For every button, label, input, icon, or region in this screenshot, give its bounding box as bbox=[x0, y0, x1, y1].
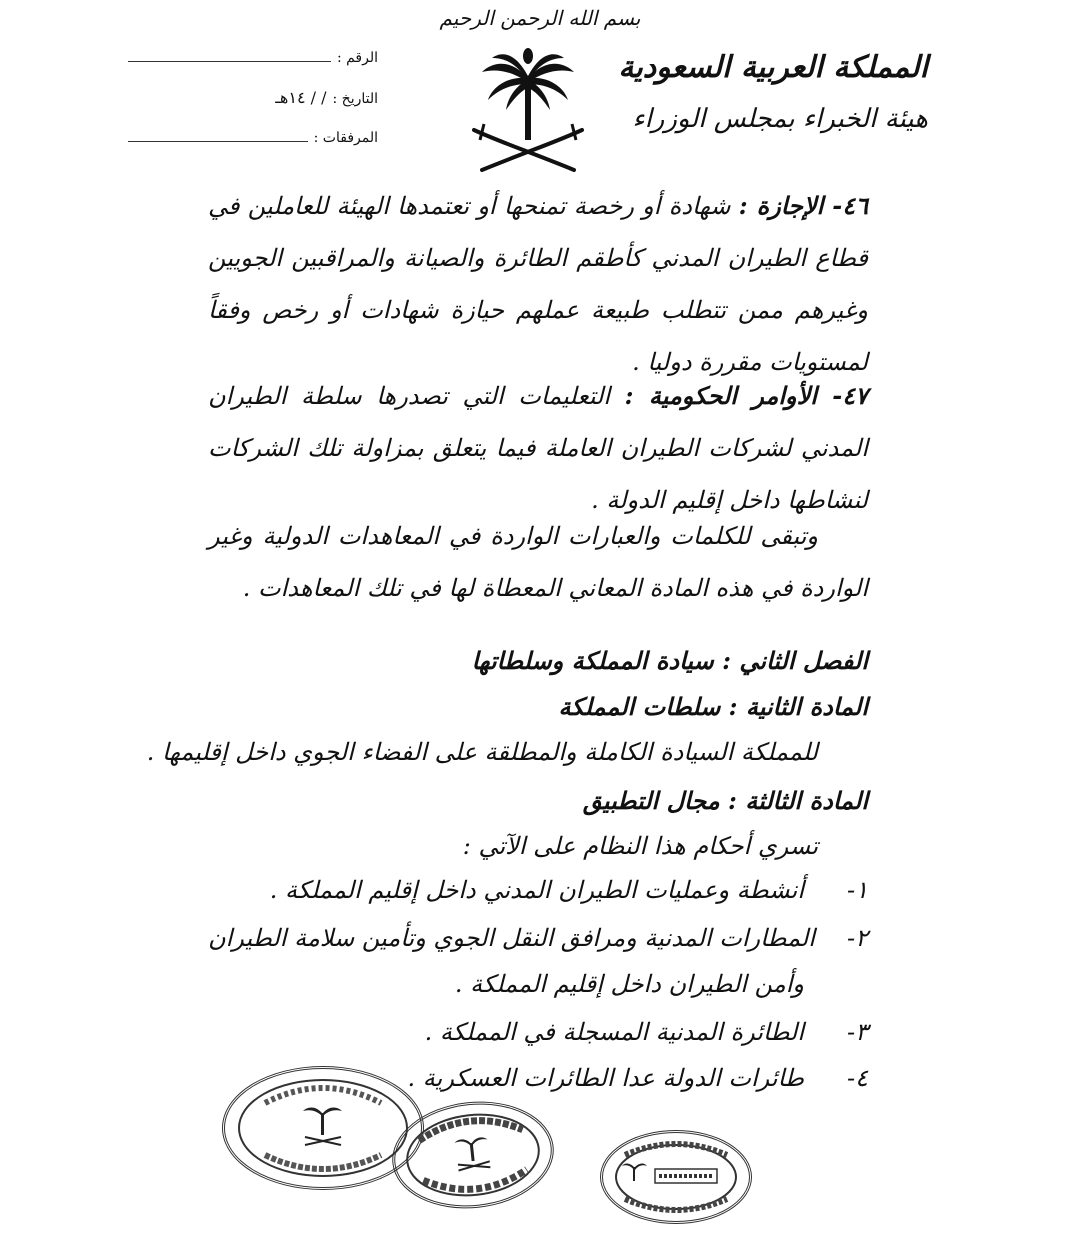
article2-title: المادة الثانية : سلطات المملكة bbox=[558, 692, 868, 721]
item-text: الطائرة المدنية المسجلة في المملكة . bbox=[424, 1018, 804, 1046]
definition-47 bbox=[208, 370, 868, 526]
organization-title: هيئة الخبراء بمجلس الوزراء bbox=[632, 104, 928, 134]
definition-term: ٤٧- الأوامر الحكومية : bbox=[624, 381, 869, 410]
list-item bbox=[208, 1018, 868, 1046]
list-item bbox=[208, 876, 868, 904]
date-value: / / ١٤هـ bbox=[275, 88, 327, 107]
palm-swords-emblem-icon bbox=[470, 48, 586, 176]
item-text: وأمن الطيران داخل إقليم المملكة . bbox=[454, 970, 804, 998]
attachments-line bbox=[128, 140, 308, 142]
basmala: بسم الله الرحمن الرحيم bbox=[439, 6, 641, 30]
item-number: ١- bbox=[847, 876, 868, 904]
attachments-label: المرفقات : bbox=[313, 130, 378, 146]
article3-title: المادة الثالثة : مجال التطبيق bbox=[582, 786, 868, 815]
date-label: التاريخ : bbox=[332, 91, 378, 107]
number-line bbox=[128, 60, 331, 62]
attachments-field bbox=[128, 130, 378, 146]
definition-text: التعليمات التي تصدرها سلطة الطيران المدني لشركات الطيران العاملة فيما يتعلق بمزاولة تلك الشركات لنشاطها داخل إقليم الدولة . bbox=[208, 382, 868, 514]
reference-number-field bbox=[128, 50, 378, 66]
definition-text: شهادة أو رخصة تمنحها أو تعتمدها الهيئة للعاملين في قطاع الطيران المدني كأطقم الطائرة والصيانة والمراقبين الجويين وغيرهم ممن تتطلب طبيعة عملهم حيازة شهادات أو رخص وفقاً لمستويات مقررة دوليا . bbox=[208, 192, 868, 376]
item-text: المطارات المدنية ومرافق النقل الجوي وتأمين سلامة الطيران bbox=[208, 924, 815, 952]
item-text: أنشطة وعمليات الطيران المدني داخل إقليم المملكة . bbox=[269, 876, 804, 904]
list-item bbox=[208, 970, 868, 998]
number-label: الرقم : bbox=[336, 50, 378, 66]
item-number: ٣- bbox=[847, 1018, 868, 1046]
definition-46 bbox=[208, 180, 868, 388]
item-number bbox=[818, 970, 868, 998]
list-item bbox=[208, 924, 868, 952]
definition-term: ٤٦- الإجازة : bbox=[738, 191, 868, 220]
item-number: ٢- bbox=[847, 924, 868, 952]
kingdom-title: المملكة العربية السعودية bbox=[618, 50, 928, 85]
certified-copy-stamp-icon bbox=[600, 1130, 752, 1224]
article2-text: للمملكة السيادة الكاملة والمطلقة على الفضاء الجوي داخل إقليمها . bbox=[146, 738, 818, 766]
general-secretariat-stamp-icon bbox=[387, 1094, 559, 1216]
date-field bbox=[128, 88, 378, 107]
article3-intro: تسري أحكام هذا النظام على الآتي : bbox=[462, 832, 818, 860]
closing-paragraph: وتبقى للكلمات والعبارات الواردة في المعاهدات الدولية وغير الواردة في هذه المادة المعاني المعطاة لها في تلك المعاهدات . bbox=[208, 522, 868, 602]
chapter-title: الفصل الثاني : سيادة المملكة وسلطاتها bbox=[471, 646, 868, 675]
item-text: طائرات الدولة عدا الطائرات العسكرية . bbox=[407, 1064, 804, 1092]
item-number: ٤- bbox=[847, 1064, 868, 1092]
